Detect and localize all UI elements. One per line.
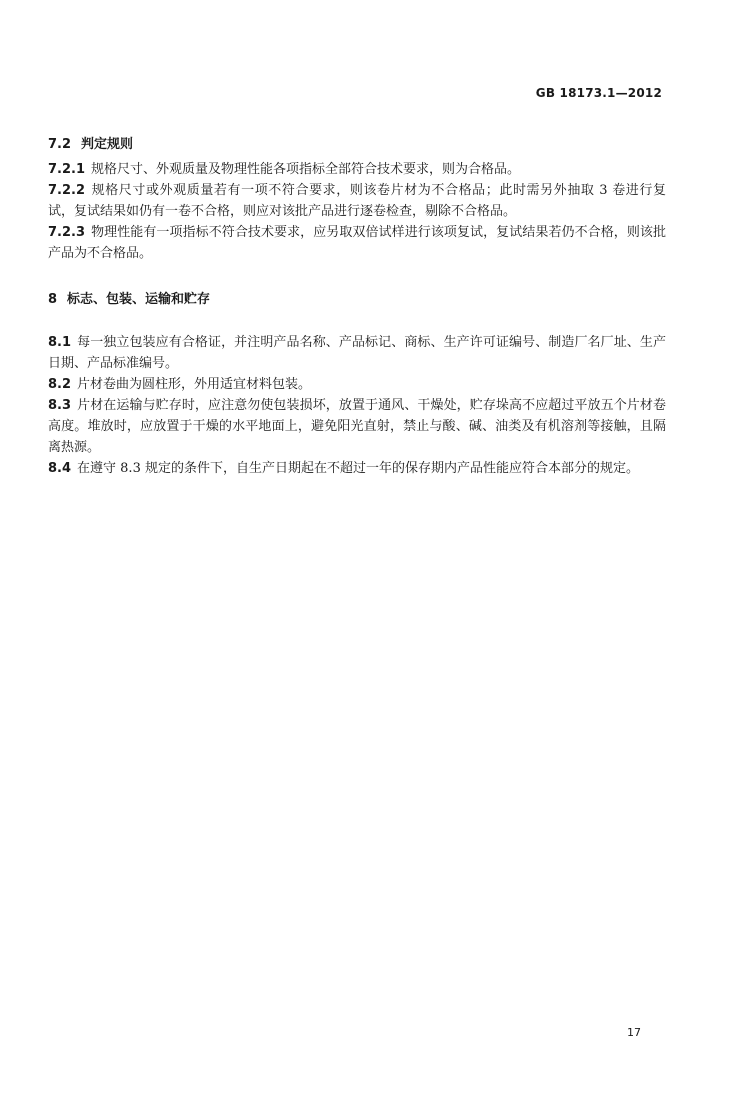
standard-code: GB 18173.1—2012 (535, 86, 662, 100)
clause-number: 7.2.2 (48, 183, 86, 198)
clause-number: 8.4 (48, 461, 72, 476)
clause-8-1 (48, 332, 666, 374)
clause-8-2 (48, 374, 666, 395)
section-heading-7-2 (48, 134, 666, 155)
section-number: 7.2 (48, 137, 72, 152)
clause-text: 规格尺寸或外观质量若有一项不符合要求，则该卷片材为不合格品；此时需另外抽取 3 卷进行复试，复试结果如仍有一卷不合格，则应对该批产品进行逐卷检查，剔除不合格品。 (48, 183, 666, 219)
clause-text: 片材卷曲为圆柱形，外用适宜材料包装。 (77, 377, 312, 392)
clause-8-4 (48, 458, 666, 479)
clause-text: 片材在运输与贮存时，应注意勿使包装损坏，放置于通风、干燥处，贮存垛高不应超过平放五个片材卷高度。堆放时，应放置于干燥的水平地面上，避免阳光直射，禁止与酸、碱、油类及有机溶剂等接触，且隔离热源。 (48, 398, 666, 455)
document-body (48, 134, 666, 479)
clause-7-2-2 (48, 180, 666, 222)
section-title: 判定规则 (81, 137, 134, 152)
clause-text: 每一独立包装应有合格证，并注明产品名称、产品标记、商标、生产许可证编号、制造厂名厂址、生产日期、产品标准编号。 (48, 335, 666, 371)
page-number: 17 (627, 1026, 641, 1039)
clause-number: 8.2 (48, 377, 72, 392)
clause-text: 在遵守 8.3 规定的条件下，自生产日期起在不超过一年的保存期内产品性能应符合本部分的规定。 (77, 461, 639, 476)
section-title: 标志、包装、运输和贮存 (67, 292, 211, 307)
clause-number: 7.2.3 (48, 225, 86, 240)
clause-number: 7.2.1 (48, 162, 86, 177)
clause-text: 物理性能有一项指标不符合技术要求，应另取双倍试样进行该项复试，复试结果若仍不合格，则该批产品为不合格品。 (48, 225, 666, 261)
section-heading-8 (48, 289, 666, 310)
section-number: 8 (48, 292, 58, 307)
clause-8-3 (48, 395, 666, 458)
clause-number: 8.3 (48, 398, 72, 413)
clause-7-2-1 (48, 159, 666, 180)
clause-7-2-3 (48, 222, 666, 264)
clause-text: 规格尺寸、外观质量及物理性能各项指标全部符合技术要求，则为合格品。 (91, 162, 521, 177)
clause-number: 8.1 (48, 335, 72, 350)
